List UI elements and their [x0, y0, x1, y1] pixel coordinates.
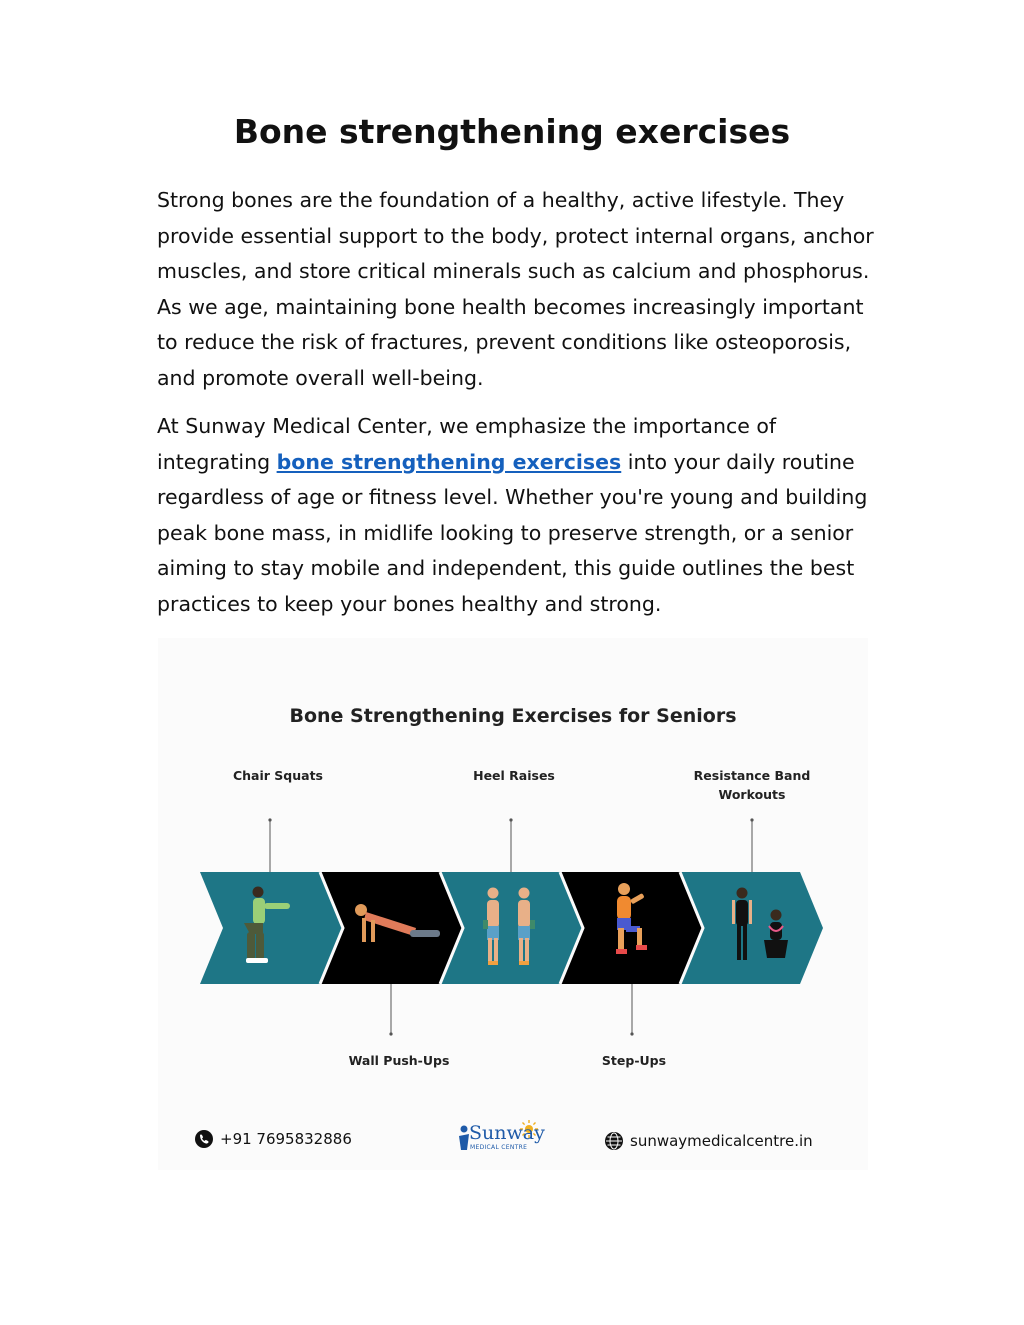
- label-wall-push-ups: Wall Push-Ups: [348, 1053, 450, 1068]
- logo-text: Sunway: [469, 1122, 545, 1144]
- label-step-ups: Step-Ups: [601, 1053, 667, 1068]
- bone-exercises-link[interactable]: bone strengthening exercises: [276, 449, 622, 474]
- paragraph-text-after-link: into your daily routine regardless of age or fitness level. Whether you're young and building peak bone mass, in midlife looking to preserve strength, or a senior aiming to stay mobile and independent, this guide outlines the best practices to keep your bones healthy and strong.: [157, 449, 868, 616]
- connector-end: [630, 1032, 633, 1035]
- connector-end: [268, 818, 271, 821]
- footer-phone: [194, 1129, 352, 1149]
- label-resistance-band-workouts: Resistance Band Workouts: [693, 768, 811, 802]
- sunway-paragraph: [157, 409, 877, 622]
- logo-subtext: MEDICAL CENTRE: [470, 1144, 528, 1151]
- footer-website: [604, 1131, 813, 1151]
- label-heel-raises: Heel Raises: [473, 768, 555, 783]
- globe-icon: [604, 1131, 624, 1151]
- connector-end: [389, 1032, 392, 1035]
- intro-paragraph: Strong bones are the foundation of a healthy, active lifestyle. They provide essential support to the body, protect internal organs, anchor muscles, and store critical minerals such as calcium and phosphorus. As we age, maintaining bone health becomes increasingly important to reduce the risk of fractures, prevent conditions like osteoporosis, and promote overall well-being.: [157, 188, 874, 390]
- website-url: sunwaymedicalcentre.in: [630, 1132, 813, 1150]
- page-title: Bone strengthening exercises: [233, 112, 791, 151]
- infographic-title: Bone Strengthening Exercises for Seniors: [289, 705, 737, 727]
- connector-end: [750, 818, 753, 821]
- chevron-1: [200, 872, 343, 984]
- phone-number: +91 7695832886: [220, 1130, 352, 1148]
- label-chair-squats: Chair Squats: [232, 768, 323, 783]
- chevron-timeline: [158, 638, 868, 1058]
- infographic: [158, 638, 868, 1170]
- connector-end: [509, 818, 512, 821]
- sunway-logo: [456, 1120, 546, 1158]
- phone-icon: [194, 1129, 214, 1149]
- paragraph-text-before-link: At Sunway Medical Center, we emphasize the importance of integrating: [157, 414, 777, 474]
